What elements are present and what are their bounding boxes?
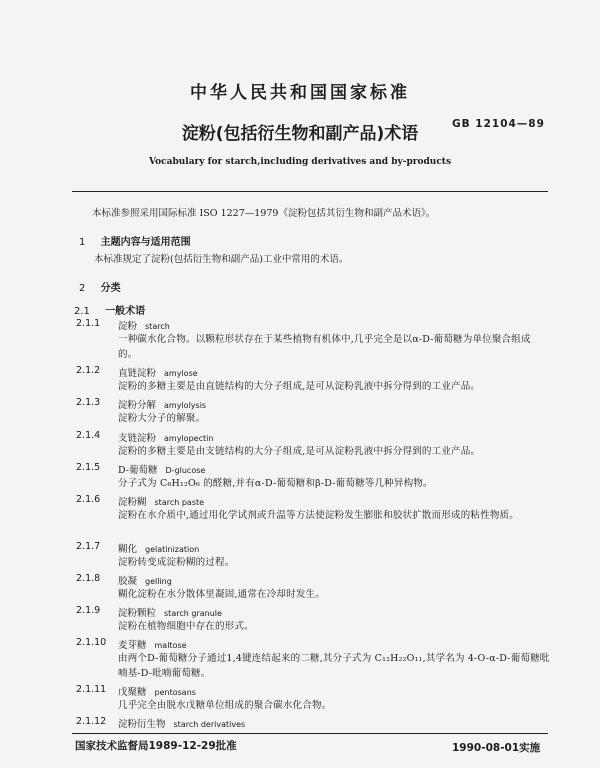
term-heading — [118, 430, 213, 444]
term-english: starch paste — [154, 498, 205, 507]
term-number: 2.1.2 — [76, 365, 101, 376]
footer-divider — [72, 733, 548, 734]
term-definition: 淀粉在水介质中,通过用化学试剂或升温等方法使淀粉发生膨胀和胶状扩散而形成的粘性物质。 — [118, 510, 519, 521]
term-number: 2.1.4 — [76, 430, 101, 441]
term-chinese: 淀粉颗粒 — [118, 608, 157, 619]
term-heading — [118, 462, 205, 476]
term-chinese: 支链淀粉 — [118, 433, 157, 444]
intro-paragraph: 本标准参照采用国际标准 ISO 1227—1979《淀粉包括其衍生物和副产品术语》。 — [92, 208, 436, 219]
effective-date: 1990-08-01实施 — [452, 742, 541, 754]
term-number: 2.1.12 — [76, 716, 107, 727]
section-1-heading — [79, 230, 191, 249]
term-number: 2.1.9 — [76, 605, 101, 616]
term-number: 2.1.6 — [76, 494, 101, 505]
term-chinese: 麦芽糖 — [118, 640, 147, 651]
term-definition: 淀粉在植物细胞中存在的形式。 — [118, 621, 254, 632]
term-number: 2.1.10 — [76, 637, 107, 648]
term-english: amylopectin — [164, 434, 214, 443]
term-english: D-glucose — [165, 466, 206, 475]
term-definition: 分子式为 C₆H₁₂O₆ 的醛糖,并有α-D-葡萄糖和β-D-葡萄糖等几种异构物。 — [118, 478, 433, 489]
term-heading — [118, 365, 198, 379]
term-chinese: 淀粉糊 — [118, 497, 147, 508]
header-divider — [72, 191, 548, 192]
term-definition: 由两个D-葡萄糖分子通过1,4键连结起来的二糖,其分子式为 C₁₂H₂₂O₁₁,其学名为 4-O-α-D-葡萄糖吡喃基-D-吡喃葡萄糖。 — [118, 653, 550, 679]
term-number: 2.1.3 — [76, 397, 101, 408]
term-heading — [118, 716, 245, 730]
term-heading — [118, 573, 172, 587]
term-number: 2.1.1 — [76, 318, 101, 329]
section-2-1-title: 一般术语 — [105, 306, 146, 317]
term-definition: 淀粉的多糖主要是由支链结构的大分子组成,是可从淀粉乳液中拆分得到的工业产品。 — [118, 446, 481, 457]
term-heading — [118, 637, 187, 651]
section-1-title: 主题内容与适用范围 — [100, 237, 191, 248]
term-number: 2.1.7 — [76, 541, 101, 552]
term-chinese: 胶凝 — [118, 576, 138, 587]
term-chinese: 戊聚糖 — [118, 687, 147, 698]
term-english: gelling — [145, 577, 172, 586]
term-chinese: 糊化 — [118, 544, 138, 555]
term-chinese: D-葡萄糖 — [118, 465, 158, 476]
term-heading — [118, 318, 170, 332]
section-2-heading — [79, 276, 121, 295]
term-chinese: 淀粉衍生物 — [118, 719, 166, 730]
term-heading — [118, 494, 204, 508]
section-1-number: 1 — [79, 237, 86, 248]
term-heading — [118, 605, 222, 619]
section-2-1-heading — [74, 299, 145, 318]
term-english: amylolysis — [164, 401, 207, 410]
term-heading — [118, 541, 199, 555]
term-chinese: 淀粉 — [118, 321, 138, 332]
term-number: 2.1.11 — [76, 684, 107, 695]
term-english: gelatinization — [145, 545, 200, 554]
approval-date: 国家技术监督局1989-12-29批准 — [75, 740, 237, 752]
term-heading — [118, 684, 196, 698]
term-chinese: 淀粉分解 — [118, 400, 157, 411]
term-english: maltose — [154, 641, 187, 650]
term-heading — [118, 397, 206, 411]
term-chinese: 直链淀粉 — [118, 368, 157, 379]
term-number: 2.1.5 — [76, 462, 101, 473]
term-definition: 淀粉大分子的解聚。 — [118, 413, 206, 424]
term-english: pentosans — [154, 688, 196, 697]
document-title-english: Vocabulary for starch,including derivatives and by-products — [148, 157, 452, 167]
term-english: amylose — [164, 369, 198, 378]
term-number: 2.1.8 — [76, 573, 101, 584]
term-definition: 一种碳水化合物。以颗粒形状存在于某些植物有机体中,几乎完全是以α-D-葡萄糖为单位聚合组成的。 — [118, 334, 531, 360]
section-1-text: 本标准规定了淀粉(包括衍生物和副产品)工业中常用的术语。 — [94, 254, 349, 265]
term-definition: 淀粉的多糖主要是由直链结构的大分子组成,是可从淀粉乳液中拆分得到的工业产品。 — [118, 381, 481, 392]
section-2-number: 2 — [79, 283, 86, 294]
term-english: starch derivatives — [173, 720, 246, 729]
document-title-chinese: 淀粉(包括衍生物和副产品)术语 — [181, 124, 419, 144]
term-definition: 淀粉转变成淀粉糊的过程。 — [118, 557, 235, 568]
term-english: starch granule — [164, 609, 222, 618]
term-definition: 糊化淀粉在水分散体里凝固,通常在冷却时发生。 — [118, 589, 325, 600]
section-2-title: 分类 — [100, 283, 121, 294]
section-2-1-number: 2.1 — [74, 306, 90, 317]
standard-number: GB 12104—89 — [452, 118, 545, 130]
issuing-country-heading: 中华人民共和国国家标准 — [190, 83, 410, 103]
term-definition: 几乎完全由脱水戊糖单位组成的聚合碳水化合物。 — [118, 700, 332, 711]
term-english: starch — [145, 322, 170, 331]
